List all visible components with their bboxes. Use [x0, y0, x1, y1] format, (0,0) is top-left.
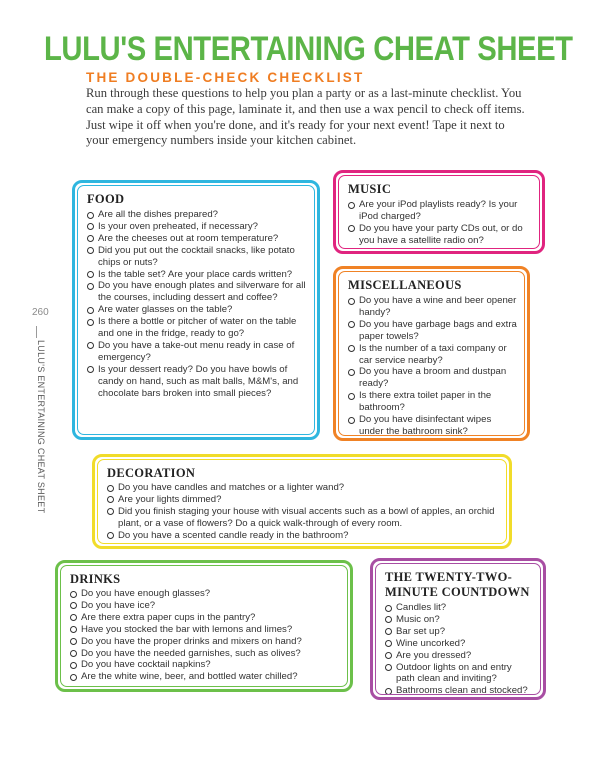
checklist-item: Do you have a broom and dustpan ready?	[348, 366, 517, 390]
checklist-item: Are all the dishes prepared?	[87, 209, 307, 221]
checklist-item: Are the cheeses out at room temperature?	[87, 233, 307, 245]
checklist-item: Is the number of a taxi company or car service nearby?	[348, 343, 517, 367]
checklist-item: Do you have ice?	[70, 600, 340, 612]
checklist-item: Did you put out the cocktail snacks, like potato chips or nuts?	[87, 245, 307, 269]
drinks-title: DRINKS	[70, 572, 121, 586]
checklist-item: Is the table set? Are your place cards written?	[87, 269, 307, 281]
checklist-item: Is your oven preheated, if necessary?	[87, 221, 307, 233]
decoration-title: DECORATION	[107, 466, 196, 480]
checklist-item: Candles lit?	[385, 602, 533, 614]
checklist-item: Have you stocked the bar with lemons and limes?	[70, 624, 340, 636]
miscellaneous-title: MISCELLANEOUS	[348, 278, 462, 292]
music-list	[348, 199, 532, 247]
drinks-checklist-box	[55, 560, 353, 692]
checklist-item: Outdoor lights on and entry path clean and inviting?	[385, 662, 533, 686]
page-title: LULU'S ENTERTAINING CHEAT SHEET	[44, 30, 573, 68]
checklist-item: Do you have candles and matches or a lighter wand?	[107, 482, 499, 494]
checklist-item: Is your dessert ready? Do you have bowls of candy on hand, such as malt balls, M&M's, and chocolate bars broken into small pieces?	[87, 364, 307, 400]
checklist-item: Bar set up?	[385, 626, 533, 638]
checklist-item: Are your iPod playlists ready? Is your iPod charged?	[348, 199, 532, 223]
drinks-list	[70, 588, 340, 683]
checklist-item: Music on?	[385, 614, 533, 626]
checklist-item: Are the white wine, beer, and bottled water chilled?	[70, 671, 340, 683]
checklist-item: Is there extra toilet paper in the bathroom?	[348, 390, 517, 414]
page-subtitle: THE DOUBLE-CHECK CHECKLIST	[86, 70, 365, 85]
music-title: MUSIC	[348, 182, 392, 196]
checklist-item: Do you have a scented candle ready in the bathroom?	[107, 530, 499, 542]
miscellaneous-list	[348, 295, 517, 438]
checklist-item: Do you have disinfectant wipes under the bathroom sink?	[348, 414, 517, 438]
checklist-item: Do you have the needed garnishes, such as olives?	[70, 648, 340, 660]
running-title: LULU'S ENTERTAINING CHEAT SHEET	[36, 340, 46, 514]
checklist-item: Wine uncorked?	[385, 638, 533, 650]
countdown-title: THE TWENTY-TWO-MINUTE COUNTDOWN	[385, 570, 530, 599]
checklist-item: Bathrooms clean and stocked?	[385, 685, 533, 697]
checklist-item: Do you have the proper drinks and mixers on hand?	[70, 636, 340, 648]
decoration-checklist-box	[92, 454, 512, 549]
checklist-item: Are there extra paper cups in the pantry?	[70, 612, 340, 624]
food-list	[87, 209, 307, 400]
checklist-item: Did you finish staging your house with visual accents such as a bowl of apples, an orchid plant, or a vase of flowers? Do a quick walk-through of every room.	[107, 506, 499, 530]
side-divider	[36, 326, 37, 338]
food-title: FOOD	[87, 192, 125, 206]
music-checklist-box	[333, 170, 545, 254]
checklist-item: Are water glasses on the table?	[87, 304, 307, 316]
intro-paragraph: Run through these questions to help you plan a party or as a last-minute checklist. You can make a copy of this page, laminate it, and then use a wax pencil to check off items. Just wipe it off when you're done, and it's ready for your next event! Tape it next to your emergency numbers inside your kitchen cabinet.	[86, 86, 525, 148]
page-number: 260	[32, 307, 49, 318]
checklist-item: Are you dressed?	[385, 650, 533, 662]
miscellaneous-checklist-box	[333, 266, 530, 441]
checklist-item: Do you have your party CDs out, or do you have a satellite radio on?	[348, 223, 532, 247]
decoration-list	[107, 482, 499, 542]
checklist-item: Do you have cocktail napkins?	[70, 659, 340, 671]
checklist-item: Do you have garbage bags and extra paper towels?	[348, 319, 517, 343]
checklist-item: Is there a bottle or pitcher of water on the table and one in the fridge, ready to go?	[87, 316, 307, 340]
countdown-list	[385, 602, 533, 697]
checklist-item: Do you have a take-out menu ready in case of emergency?	[87, 340, 307, 364]
checklist-item: Do you have a wine and beer opener handy?	[348, 295, 517, 319]
checklist-item: Do you have enough plates and silverware for all the courses, including dessert and coffee?	[87, 280, 307, 304]
checklist-item: Are your lights dimmed?	[107, 494, 499, 506]
food-checklist-box	[72, 180, 320, 440]
countdown-checklist-box	[370, 558, 546, 700]
checklist-item: Do you have enough glasses?	[70, 588, 340, 600]
